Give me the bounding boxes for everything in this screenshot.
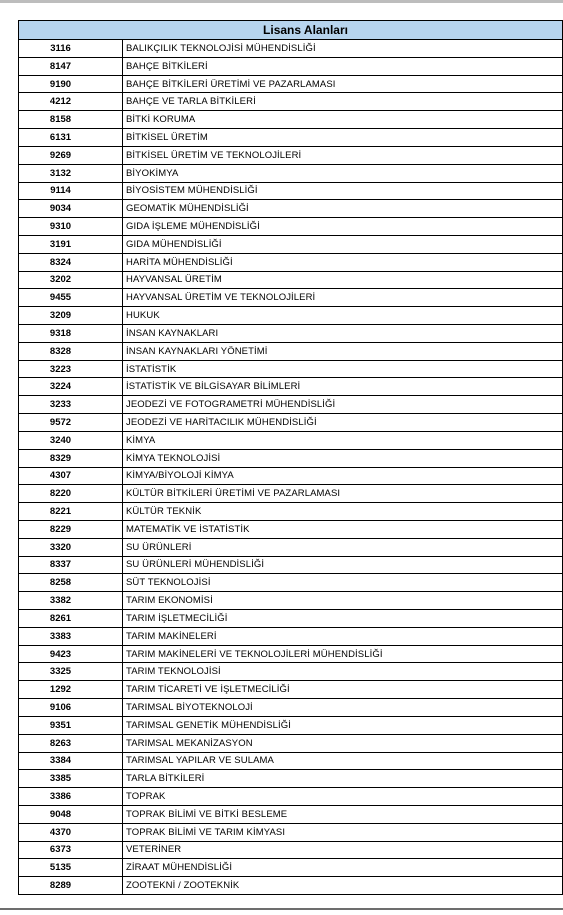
table-row (19, 307, 563, 325)
program-code: 1292 (19, 681, 123, 699)
table-body (19, 40, 563, 895)
program-code: 9114 (19, 182, 123, 200)
lisans-table (18, 20, 563, 895)
program-name: BİYOSİSTEM MÜHENDİSLİĞİ (123, 182, 563, 200)
table-row (19, 146, 563, 164)
program-name: HAYVANSAL ÜRETİM (123, 271, 563, 289)
program-code: 6131 (19, 129, 123, 147)
program-code: 9048 (19, 805, 123, 823)
table-row (19, 734, 563, 752)
program-name: İNSAN KAYNAKLARI YÖNETİMİ (123, 342, 563, 360)
program-name: TARIM TEKNOLOJİSİ (123, 663, 563, 681)
program-code: 8261 (19, 610, 123, 628)
table-row (19, 681, 563, 699)
program-code: 9572 (19, 414, 123, 432)
program-name: İSTATİSTİK VE BİLGİSAYAR BİLİMLERİ (123, 378, 563, 396)
program-name: TARIMSAL YAPILAR VE SULAMA (123, 752, 563, 770)
program-name: TARIM TİCARETİ VE İŞLETMECİLİĞİ (123, 681, 563, 699)
table-header-row (19, 21, 563, 40)
program-code: 8328 (19, 342, 123, 360)
program-name: ZİRAAT MÜHENDİSLİĞİ (123, 859, 563, 877)
program-code: 9190 (19, 75, 123, 93)
table-row (19, 235, 563, 253)
program-name: HUKUK (123, 307, 563, 325)
table-row (19, 200, 563, 218)
program-name: KİMYA (123, 431, 563, 449)
table-row (19, 449, 563, 467)
program-code: 9310 (19, 218, 123, 236)
table-row (19, 253, 563, 271)
program-code: 9034 (19, 200, 123, 218)
program-name: SÜT TEKNOLOJİSİ (123, 574, 563, 592)
table-row (19, 699, 563, 717)
program-name: HARİTA MÜHENDİSLİĞİ (123, 253, 563, 271)
program-name: MATEMATİK VE İSTATİSTİK (123, 520, 563, 538)
program-name: KÜLTÜR BİTKİLERİ ÜRETİMİ VE PAZARLAMASI (123, 485, 563, 503)
table-row (19, 467, 563, 485)
program-name: TARIMSAL GENETİK MÜHENDİSLİĞİ (123, 716, 563, 734)
table-row (19, 111, 563, 129)
top-rule (0, 0, 563, 3)
table-row (19, 431, 563, 449)
program-code: 8220 (19, 485, 123, 503)
program-name: KÜLTÜR TEKNİK (123, 503, 563, 521)
program-code: 6373 (19, 841, 123, 859)
table-row (19, 503, 563, 521)
table-row (19, 520, 563, 538)
program-name: BAHÇE BİTKİLERİ ÜRETİMİ VE PAZARLAMASI (123, 75, 563, 93)
bottom-rule (0, 908, 563, 910)
table-row (19, 752, 563, 770)
table-row (19, 396, 563, 414)
table-row (19, 645, 563, 663)
program-name: VETERİNER (123, 841, 563, 859)
table-row (19, 40, 563, 58)
table-row (19, 342, 563, 360)
program-code: 4307 (19, 467, 123, 485)
program-name: GIDA MÜHENDİSLİĞİ (123, 235, 563, 253)
program-name: SU ÜRÜNLERİ MÜHENDİSLİĞİ (123, 556, 563, 574)
program-name: TOPRAK (123, 788, 563, 806)
program-name: TARIM EKONOMİSİ (123, 592, 563, 610)
table-row (19, 93, 563, 111)
program-name: KİMYA/BİYOLOJİ KİMYA (123, 467, 563, 485)
table-row (19, 75, 563, 93)
program-name: TARLA BİTKİLERİ (123, 770, 563, 788)
table-row (19, 378, 563, 396)
program-code: 3240 (19, 431, 123, 449)
program-name: KİMYA TEKNOLOJİSİ (123, 449, 563, 467)
table-row (19, 414, 563, 432)
program-code: 9455 (19, 289, 123, 307)
program-code: 8258 (19, 574, 123, 592)
table-row (19, 360, 563, 378)
program-code: 3209 (19, 307, 123, 325)
table-row (19, 538, 563, 556)
program-name: TARIM MAKİNELERİ (123, 627, 563, 645)
program-code: 8337 (19, 556, 123, 574)
table-row (19, 627, 563, 645)
program-code: 3385 (19, 770, 123, 788)
table-row (19, 823, 563, 841)
table-row (19, 325, 563, 343)
table-row (19, 610, 563, 628)
program-code: 3383 (19, 627, 123, 645)
program-name: JEODEZİ VE FOTOGRAMETRİ MÜHENDİSLİĞİ (123, 396, 563, 414)
table-row (19, 592, 563, 610)
table-row (19, 877, 563, 895)
program-code: 4370 (19, 823, 123, 841)
program-name: BİTKİSEL ÜRETİM VE TEKNOLOJİLERİ (123, 146, 563, 164)
program-name: TARIM MAKİNELERİ VE TEKNOLOJİLERİ MÜHENDİSLİĞİ (123, 645, 563, 663)
program-code: 3325 (19, 663, 123, 681)
table-row (19, 57, 563, 75)
program-name: TOPRAK BİLİMİ VE TARIM KİMYASI (123, 823, 563, 841)
table-row (19, 805, 563, 823)
table-row (19, 218, 563, 236)
program-name: ZOOTEKNİ / ZOOTEKNİK (123, 877, 563, 895)
program-name: TARIMSAL MEKANİZASYON (123, 734, 563, 752)
program-code: 8221 (19, 503, 123, 521)
program-name: TARIMSAL BİYOTEKNOLOJİ (123, 699, 563, 717)
program-code: 3116 (19, 40, 123, 58)
table-row (19, 271, 563, 289)
program-code: 5135 (19, 859, 123, 877)
program-code: 3384 (19, 752, 123, 770)
table-row (19, 556, 563, 574)
program-code: 9269 (19, 146, 123, 164)
program-code: 3191 (19, 235, 123, 253)
table-row (19, 859, 563, 877)
program-name: İNSAN KAYNAKLARI (123, 325, 563, 343)
table-row (19, 788, 563, 806)
table-row (19, 841, 563, 859)
program-name: BALIKÇILIK TEKNOLOJİSİ MÜHENDİSLİĞİ (123, 40, 563, 58)
table-row (19, 485, 563, 503)
program-code: 8263 (19, 734, 123, 752)
program-name: BAHÇE VE TARLA BİTKİLERİ (123, 93, 563, 111)
table-row (19, 129, 563, 147)
program-code: 3382 (19, 592, 123, 610)
program-name: TOPRAK BİLİMİ VE BİTKİ BESLEME (123, 805, 563, 823)
table-row (19, 663, 563, 681)
program-code: 3224 (19, 378, 123, 396)
table-row (19, 182, 563, 200)
program-name: İSTATİSTİK (123, 360, 563, 378)
program-name: BİYOKİMYA (123, 164, 563, 182)
program-code: 8324 (19, 253, 123, 271)
program-name: BİTKİSEL ÜRETİM (123, 129, 563, 147)
program-code: 3132 (19, 164, 123, 182)
program-code: 3233 (19, 396, 123, 414)
program-name: BAHÇE BİTKİLERİ (123, 57, 563, 75)
table-row (19, 289, 563, 307)
table-row (19, 574, 563, 592)
program-code: 9423 (19, 645, 123, 663)
program-code: 8158 (19, 111, 123, 129)
program-code: 9351 (19, 716, 123, 734)
program-code: 3320 (19, 538, 123, 556)
program-code: 3223 (19, 360, 123, 378)
program-name: HAYVANSAL ÜRETİM VE TEKNOLOJİLERİ (123, 289, 563, 307)
program-code: 3386 (19, 788, 123, 806)
table-row (19, 770, 563, 788)
program-code: 8289 (19, 877, 123, 895)
program-name: TARIM İŞLETMECİLİĞİ (123, 610, 563, 628)
program-code: 4212 (19, 93, 123, 111)
program-code: 8329 (19, 449, 123, 467)
program-name: JEODEZİ VE HARİTACILIK MÜHENDİSLİĞİ (123, 414, 563, 432)
program-name: GEOMATİK MÜHENDİSLİĞİ (123, 200, 563, 218)
program-code: 9318 (19, 325, 123, 343)
program-name: BİTKİ KORUMA (123, 111, 563, 129)
program-code: 8229 (19, 520, 123, 538)
table-title: Lisans Alanları (19, 21, 563, 40)
table-row (19, 164, 563, 182)
table-row (19, 716, 563, 734)
program-name: GIDA İŞLEME MÜHENDİSLİĞİ (123, 218, 563, 236)
program-code: 9106 (19, 699, 123, 717)
program-code: 3202 (19, 271, 123, 289)
program-code: 8147 (19, 57, 123, 75)
program-name: SU ÜRÜNLERİ (123, 538, 563, 556)
